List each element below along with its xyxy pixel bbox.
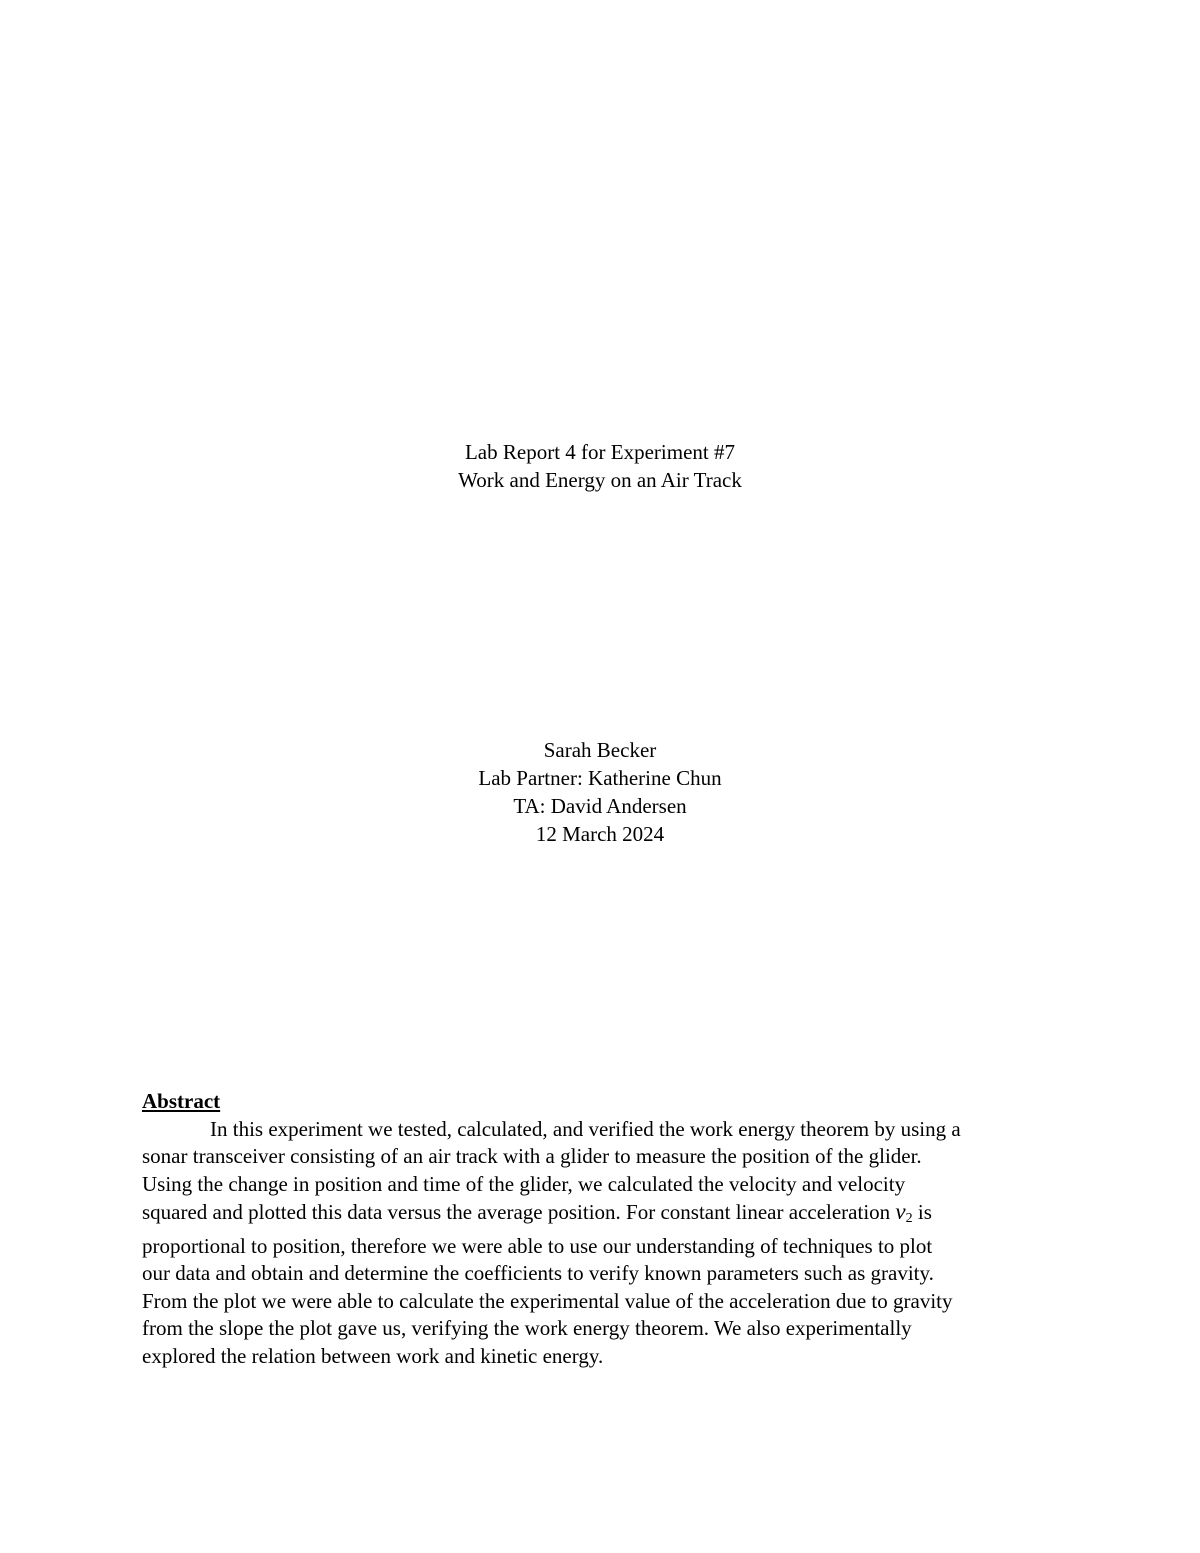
abstract-line: proportional to position, therefore we were able to use our understanding of techniques to plot — [142, 1233, 933, 1258]
abstract-line-tail: is — [912, 1200, 932, 1224]
abstract-line: explored the relation between work and kinetic energy. — [142, 1343, 604, 1368]
lab-partner: Lab Partner: Katherine Chun — [478, 766, 722, 790]
abstract-line: sonar transceiver consisting of an air track with a glider to measure the position of the glider. — [142, 1144, 922, 1168]
velocity-symbol: $v_2$ — [895, 1199, 913, 1226]
title-block — [0, 438, 1200, 494]
abstract-body — [142, 1116, 1072, 1371]
abstract-line: from the slope the plot gave us, verifying the work energy theorem. We also experimentally — [142, 1316, 912, 1340]
experiment-title: Work and Energy on an Air Track — [458, 468, 742, 492]
report-title: Lab Report 4 for Experiment #7 — [464, 440, 735, 464]
abstract-section — [142, 1088, 1072, 1370]
author-name: Sarah Becker — [543, 738, 657, 762]
abstract-line: In this experiment we tested, calculated, and verified the work energy theorem by using a — [210, 1116, 961, 1141]
abstract-line-text: squared and plotted this data versus the average position. For constant linear acceleration — [142, 1200, 891, 1224]
abstract-line: Using the change in position and time of the glider, we calculated the velocity and velocity — [142, 1171, 906, 1196]
abstract-heading: Abstract — [142, 1089, 221, 1113]
abstract-line-with-symbol — [142, 1198, 1072, 1233]
teaching-assistant: TA: David Andersen — [513, 794, 687, 818]
abstract-line: From the plot we were able to calculate the experimental value of the acceleration due to gravity — [142, 1288, 953, 1313]
author-block — [0, 736, 1200, 848]
abstract-line: our data and obtain and determine the coefficients to verify known parameters such as gravity. — [142, 1261, 934, 1285]
velocity-subscript: 2 — [905, 1211, 913, 1226]
report-date: 12 March 2024 — [535, 822, 665, 846]
